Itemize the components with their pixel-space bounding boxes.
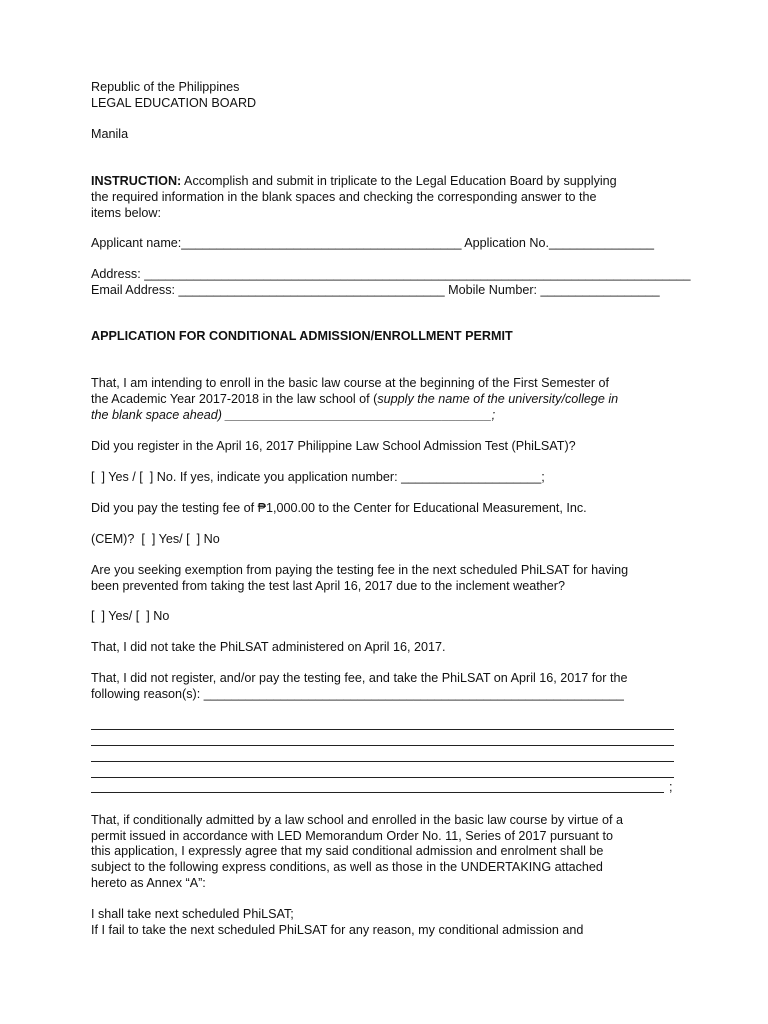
condition-2: If I fail to take the next scheduled PhiLSAT for any reason, my conditional admission and [91,923,584,937]
q3-answer[interactable]: [ ] Yes/ [ ] No [91,609,170,623]
condition-1: I shall take next scheduled PhiLSAT; [91,907,294,921]
para1-line-2-italic: supply the name of the university/college in [377,392,619,406]
para1-line-2 [91,391,618,407]
instruction-line-1 [91,173,617,189]
school-name-blank[interactable]: ______________________________________; [225,408,496,422]
reason-end-semicolon: ; [669,780,673,794]
q2-answer[interactable]: (CEM)? [ ] Yes/ [ ] No [91,532,220,546]
para1-line-1: That, I am intending to enroll in the basic law course at the beginning of the First Semester of [91,376,610,390]
para1-line-3 [91,407,495,423]
q3-line-2: been prevented from taking the test last April 16, 2017 due to the inclement weather? [91,579,565,593]
form-title: APPLICATION FOR CONDITIONAL ADMISSION/ENROLLMENT PERMIT [91,329,513,343]
q3-line-1: Are you seeking exemption from paying the testing fee in the next scheduled PhiLSAT for having [91,563,629,577]
reason-blank-line[interactable] [91,761,674,762]
para2-line-1: That, if conditionally admitted by a law school and enrolled in the basic law course by virtue of a [91,813,624,827]
email-mobile-field[interactable]: Email Address: ______________________________________ Mobile Number: _________________ [91,283,660,297]
q1-answer[interactable]: [ ] Yes / [ ] No. If yes, indicate you application number: ____________________; [91,470,545,484]
instruction-line-2: the required information in the blank spaces and checking the corresponding answer to the [91,190,597,204]
instruction-line-3: items below: [91,206,161,220]
statement-not-take: That, I did not take the PhiLSAT administered on April 16, 2017. [91,640,446,654]
instruction-label: INSTRUCTION: [91,174,182,188]
para2-line-5: hereto as Annex “A”: [91,876,206,890]
reason-line-2[interactable]: following reason(s): ____________________________________________________________ [91,687,624,701]
reason-blank-line[interactable] [91,777,674,778]
para2-line-2: permit issued in accordance with LED Memorandum Order No. 11, Series of 2017 pursuant to [91,829,613,843]
q2-question: Did you pay the testing fee of ₱1,000.00 to the Center for Educational Measurement, Inc. [91,501,587,515]
para1-line-2-text: the Academic Year 2017-2018 in the law school of ( [91,392,378,406]
header-board: LEGAL EDUCATION BOARD [91,96,257,110]
para2-line-4: subject to the following express conditions, as well as those in the UNDERTAKING attached [91,860,603,874]
header-city: Manila [91,127,129,141]
q1-question: Did you register in the April 16, 2017 Philippine Law School Admission Test (PhiLSAT)? [91,439,576,453]
reason-blank-line[interactable] [91,729,674,730]
instruction-text: Accomplish and submit in triplicate to the Legal Education Board by supplying [181,174,617,188]
applicant-name-field[interactable]: Applicant name:________________________________________ Application No._______________ [91,236,655,250]
address-field[interactable]: Address: ______________________________________________________________________________ [91,267,691,281]
header-country: Republic of the Philippines [91,80,240,94]
para2-line-3: this application, I expressly agree that my said conditional admission and enrolment shall be [91,844,604,858]
reason-blank-line[interactable] [91,745,674,746]
reason-blank-line[interactable] [91,792,664,793]
reason-line-1: That, I did not register, and/or pay the testing fee, and take the PhiLSAT on April 16, 2017 for the [91,671,628,685]
para1-line-3-text: the blank space ahead) [91,408,226,422]
